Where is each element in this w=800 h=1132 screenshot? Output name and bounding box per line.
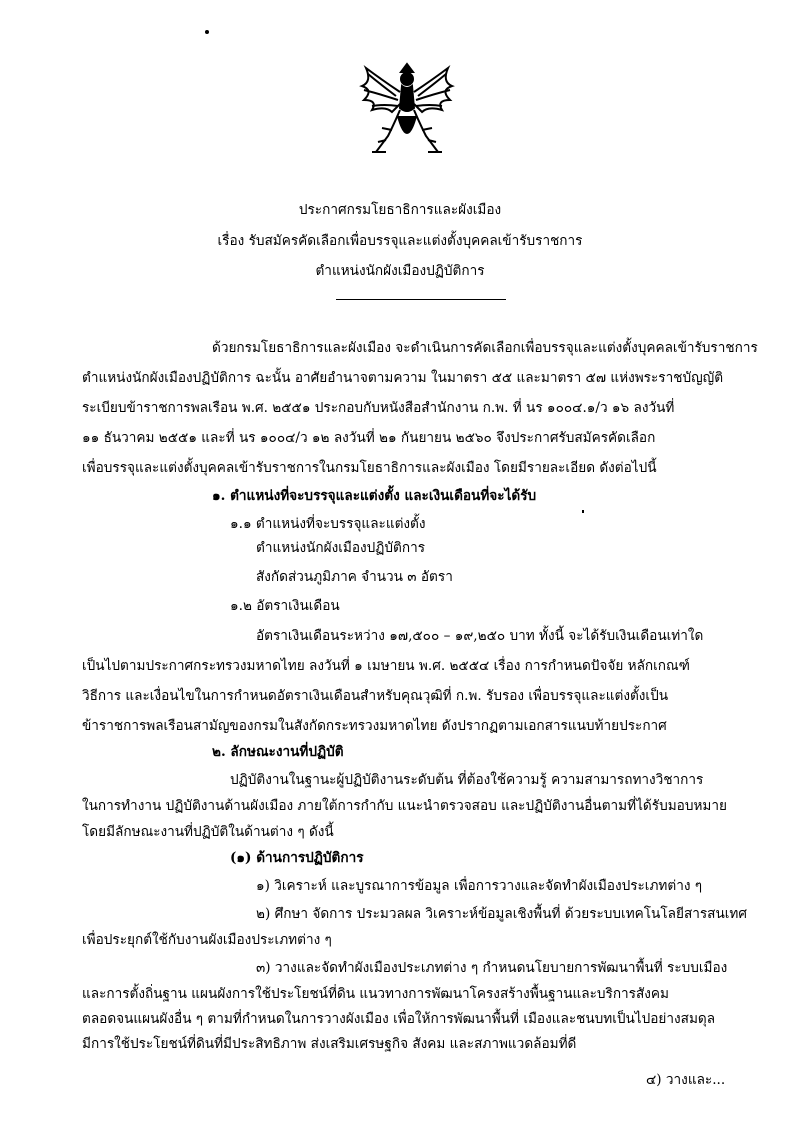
announcement-position: ตำแหน่งนักผังเมืองปฏิบัติการ — [315, 263, 485, 279]
operations-heading: (๑) ด้านการปฏิบัติการ — [230, 850, 364, 866]
duty-item: ๑) วิเคราะห์ และบูรณาการข้อมูล เพื่อการวางและจัดทำผังเมืองประเภทต่าง ๆ — [256, 878, 703, 894]
salary-line: เป็นไปตามประกาศกระทรวงมหาดไทย ลงวันที่ ๑ เมษายน พ.ศ. ๒๕๕๔ เรื่อง การกำหนดปัจจัย หลักเกณฑ์ — [82, 658, 690, 674]
duty-item: ๓) วางและจัดทำผังเมืองประเภทต่าง ๆ กำหนดนโยบายการพัฒนาพื้นที่ ระบบเมือง — [256, 960, 728, 976]
duty-item: มีการใช้ประโยชน์ที่ดินที่มีประสิทธิภาพ ส่งเสริมเศรษฐกิจ สังคม และสภาพแวดล้อมที่ดี — [82, 1036, 577, 1052]
scan-mark — [205, 30, 209, 34]
intro-line: เพื่อบรรจุและแต่งตั้งบุคคลเข้ารับราชการในกรมโยธาธิการและผังเมือง โดยมีรายละเอียด ดังต่อไปนี้ — [82, 460, 657, 476]
subsection-1-2-heading: ๑.๒ อัตราเงินเดือน — [230, 598, 340, 614]
section-2-heading: ๒. ลักษณะงานที่ปฏิบัติ — [212, 744, 344, 760]
intro-line: ๑๑ ธันวาคม ๒๕๕๑ และที่ นร ๑๐๐๔/ว ๑๒ ลงวันที่ ๒๑ กันยายน ๒๕๖๐ จึงประกาศรับสมัครคัดเลือก — [82, 430, 656, 446]
salary-line: วิธีการ และเงื่อนไขในการกำหนดอัตราเงินเดือนสำหรับคุณวุฒิที่ ก.พ. รับรอง เพื่อบรรจุและแต่งตั้งเป็น — [82, 688, 669, 704]
duty-item: และการตั้งถิ่นฐาน แผนผังการใช้ประโยชน์ที่ดิน แนวทางการพัฒนาโครงสร้างพื้นฐานและบริการสังคม — [82, 986, 669, 1002]
position-name: ตำแหน่งนักผังเมืองปฏิบัติการ — [256, 540, 426, 556]
announcement-title: ประกาศกรมโยธาธิการและผังเมือง — [298, 202, 502, 218]
section-2-desc-line: ในการทำงาน ปฏิบัติงานด้านผังเมือง ภายใต้การกำกับ แนะนำตรวจสอบ และปฏิบัติงานอื่นตามที่ได้รับมอบหมาย — [82, 798, 727, 814]
salary-line: ข้าราชการพลเรือนสามัญของกรมในสังกัดกระทรวงมหาดไทย ดังปรากฏตามเอกสารแนบท้ายประกาศ — [82, 718, 667, 734]
scan-mark — [582, 510, 584, 513]
announcement-subject: เรื่อง รับสมัครคัดเลือกเพื่อบรรจุและแต่งตั้งบุคคลเข้ารับราชการ — [217, 233, 583, 249]
garuda-emblem-icon — [352, 60, 462, 160]
subsection-1-1-heading: ๑.๑ ตำแหน่งที่จะบรรจุและแต่งตั้ง — [230, 516, 426, 532]
position-unit: สังกัดส่วนภูมิภาค จำนวน ๓ อัตรา — [256, 569, 453, 585]
intro-line: ด้วยกรมโยธาธิการและผังเมือง จะดำเนินการคัดเลือกเพื่อบรรจุและแต่งตั้งบุคคลเข้ารับราชการ — [212, 340, 758, 356]
duty-item: ๒) ศึกษา จัดการ ประมวลผล วิเคราะห์ข้อมูลเชิงพื้นที่ ด้วยระบบเทคโนโลยีสารสนเทศ — [256, 906, 748, 922]
intro-line: ระเบียบข้าราชการพลเรือน พ.ศ. ๒๕๕๑ ประกอบกับหนังสือสำนักงาน ก.พ. ที่ นร ๑๐๐๔.๑/ว ๑๖ ลงวันที่ — [82, 400, 675, 416]
page-continuation: ๔) วางและ... — [646, 1072, 726, 1088]
title-divider — [336, 299, 506, 300]
section-1-heading: ๑. ตำแหน่งที่จะบรรจุและแต่งตั้ง และเงินเดือนที่จะได้รับ — [212, 488, 537, 504]
duty-item: เพื่อประยุกต์ใช้กับงานผังเมืองประเภทต่าง ๆ — [82, 932, 332, 948]
salary-line: อัตราเงินเดือนระหว่าง ๑๗,๕๐๐ – ๑๙,๒๕๐ บาท ทั้งนี้ จะได้รับเงินเดือนเท่าใด — [256, 628, 704, 644]
intro-line: ตำแหน่งนักผังเมืองปฏิบัติการ ฉะนั้น อาศัยอำนาจตามความ ในมาตรา ๕๕ และมาตรา ๕๗ แห่งพระราชบัญญัติ — [82, 370, 724, 386]
duty-item: ตลอดจนแผนผังอื่น ๆ ตามที่กำหนดในการวางผังเมือง เพื่อให้การพัฒนาพื้นที่ เมืองและชนบทเป็นไปอย่างสมดุล — [82, 1011, 716, 1027]
section-2-desc-line: ปฏิบัติงานในฐานะผู้ปฏิบัติงานระดับต้น ที่ต้องใช้ความรู้ ความสามารถทางวิชาการ — [230, 772, 704, 788]
section-2-desc-line: โดยมีลักษณะงานที่ปฏิบัติในด้านต่าง ๆ ดังนี้ — [82, 824, 334, 840]
